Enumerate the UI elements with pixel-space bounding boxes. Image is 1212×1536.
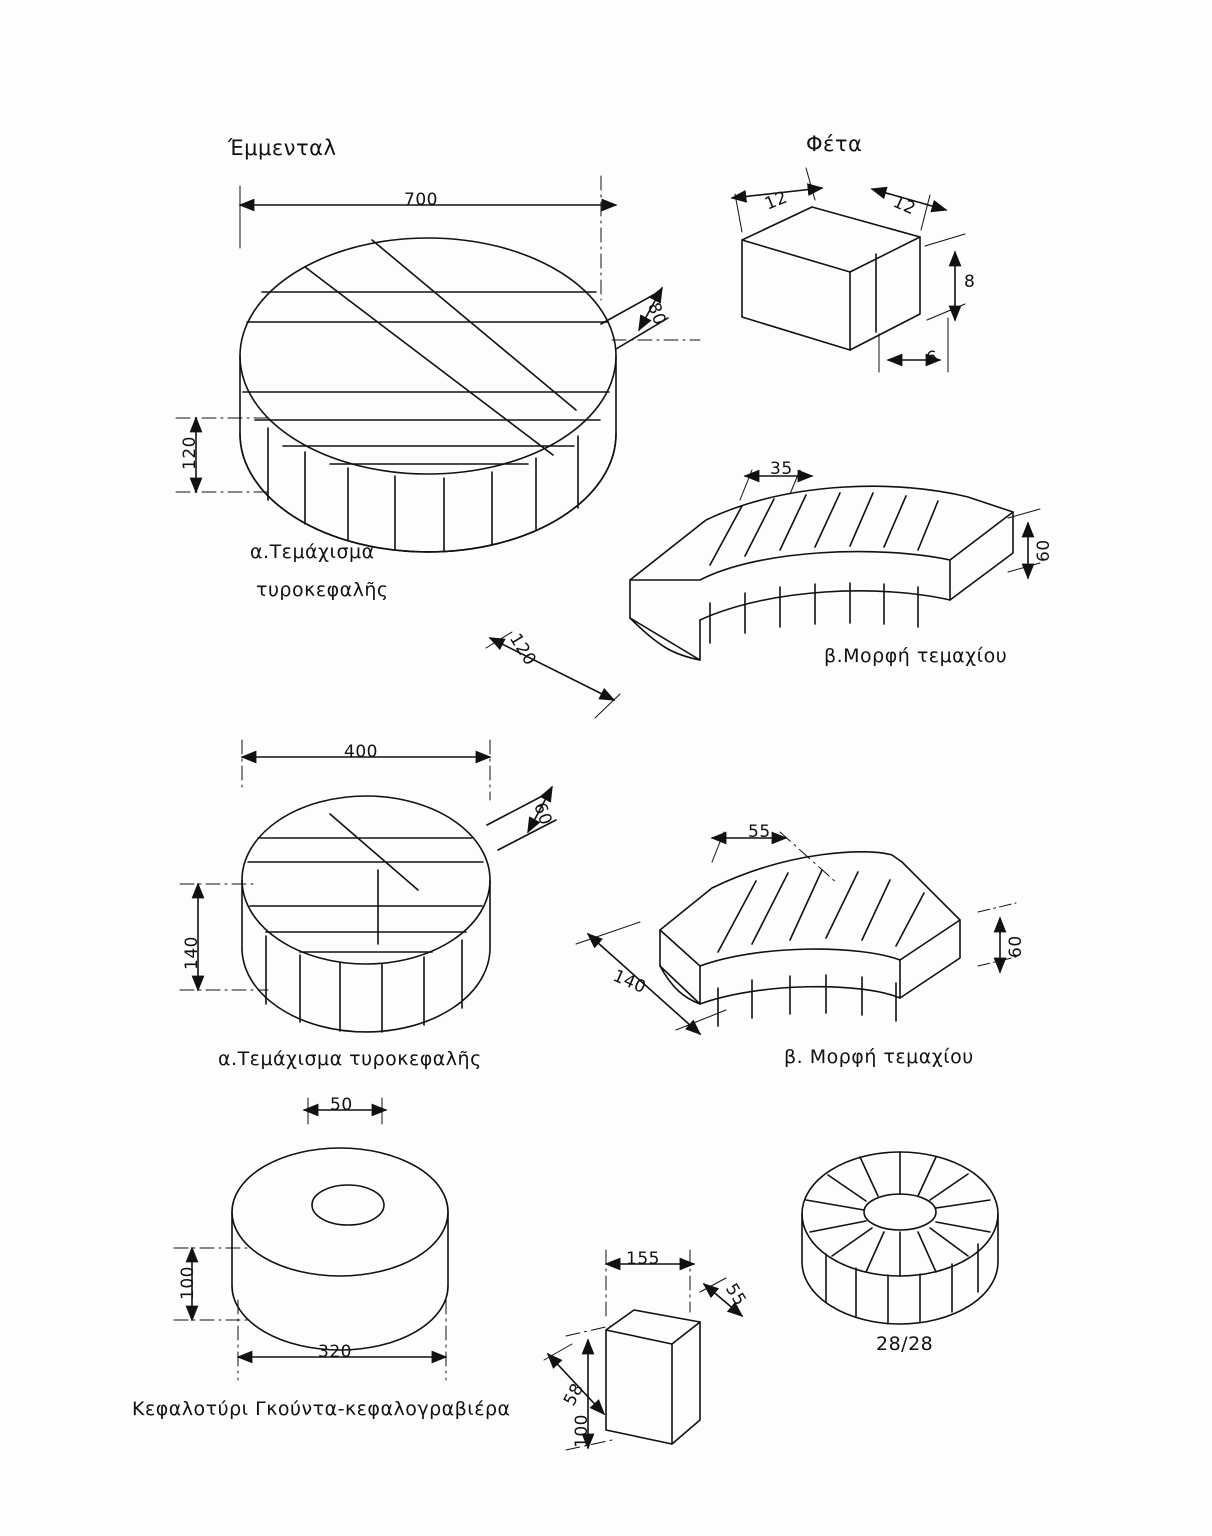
dim-text-55-gouda-bar: 55 bbox=[748, 822, 771, 842]
emmental-title: Έμμενταλ bbox=[228, 136, 337, 160]
dim-text-700: 700 bbox=[404, 190, 438, 210]
dim-text-100-kefalotyri: 100 bbox=[178, 1266, 198, 1300]
figure-kefalotyri-wheel bbox=[232, 1148, 448, 1350]
dim-text-58-wedge: 58 bbox=[560, 1380, 589, 1410]
figure-gouda-wheel bbox=[242, 796, 490, 1032]
dim-text-60-bar: 60 bbox=[1034, 539, 1054, 562]
gouda-bar-caption: β. Μορφή τεμαχίου bbox=[784, 1046, 974, 1068]
figure-wedge-piece bbox=[606, 1310, 700, 1444]
segmented-label: 28/28 bbox=[876, 1333, 934, 1355]
dim-text-400: 400 bbox=[344, 742, 378, 762]
dim-text-120-bar: 120 bbox=[505, 630, 540, 670]
dim-text-12-right: 12 bbox=[889, 192, 919, 220]
dim-text-120-emmental: 120 bbox=[180, 436, 200, 470]
figure-emmental-wheel bbox=[240, 238, 616, 552]
emmental-caption-line2: τυροκεφαλῆς bbox=[256, 579, 389, 601]
emmental-caption-line1: α.Τεμάχισμα bbox=[250, 541, 375, 563]
dim-text-140-gouda: 140 bbox=[182, 936, 202, 970]
dim-text-50: 50 bbox=[330, 1095, 353, 1115]
dim-text-6: 6 bbox=[926, 348, 938, 368]
dim-120-bar bbox=[486, 632, 620, 718]
emmental-bar-caption: β.Μορφή τεμαχίου bbox=[824, 645, 1008, 667]
dim-320 bbox=[238, 1300, 446, 1380]
dim-text-140-gouda-bar: 140 bbox=[609, 966, 650, 999]
dim-text-60-gouda: 60 bbox=[529, 800, 556, 829]
dim-140-gouda-bar bbox=[576, 922, 726, 1034]
figure-emmental-bar bbox=[630, 486, 1013, 660]
figure-gouda-bar bbox=[660, 852, 960, 1026]
feta-title: Φέτα bbox=[806, 132, 863, 156]
dim-text-80: 80 bbox=[643, 300, 670, 329]
dim-text-8: 8 bbox=[964, 272, 976, 292]
dim-text-320: 320 bbox=[318, 1342, 352, 1362]
kefalotyri-caption: Κεφαλοτύρι Γκούντα-κεφαλογραβιέρα bbox=[132, 1398, 511, 1420]
dim-text-100-wedge: 100 bbox=[572, 1414, 592, 1448]
dim-text-155: 155 bbox=[626, 1249, 660, 1269]
dim-text-60-gouda-bar: 60 bbox=[1006, 935, 1026, 958]
dim-text-12-left: 12 bbox=[762, 187, 791, 215]
dim-text-55-wedge: 55 bbox=[721, 1280, 750, 1310]
dim-text-35: 35 bbox=[770, 459, 793, 479]
figure-feta-block bbox=[742, 207, 920, 350]
figure-segmented-wheel bbox=[802, 1152, 998, 1324]
gouda-caption: α.Τεμάχισμα τυροκεφαλῆς bbox=[218, 1048, 482, 1070]
